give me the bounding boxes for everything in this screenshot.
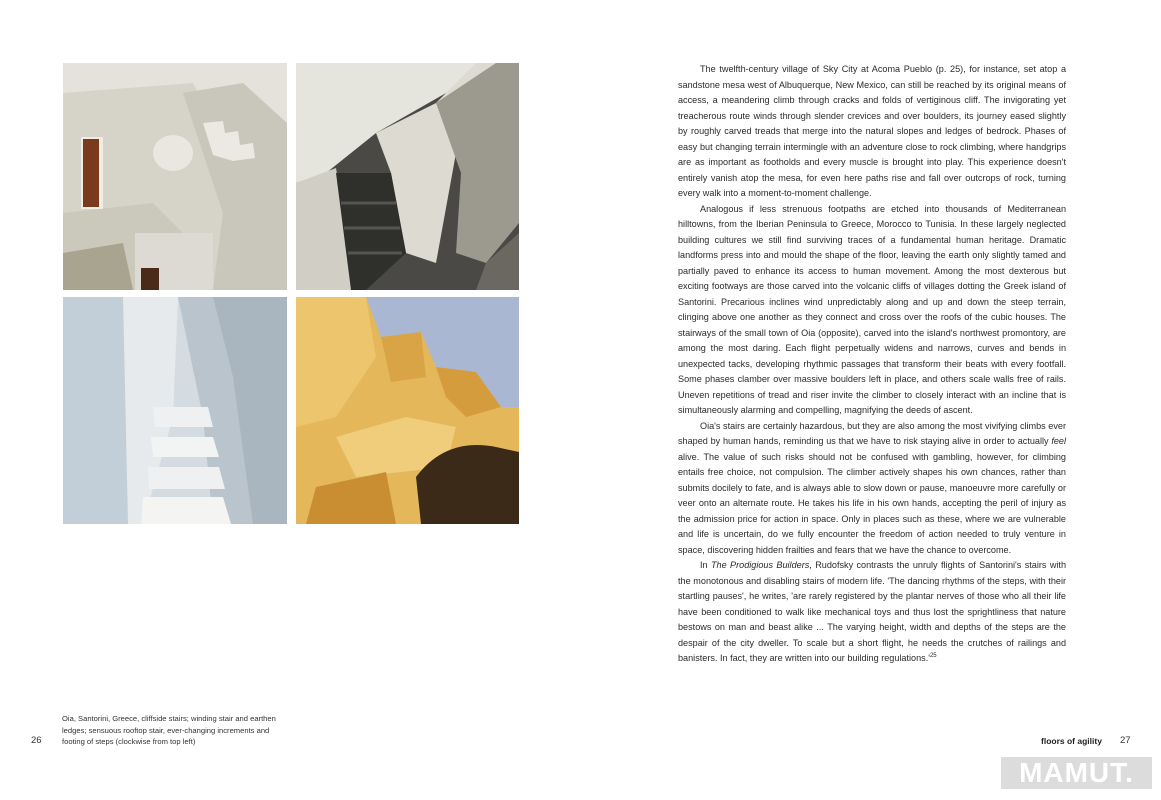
footnote-ref: 25 bbox=[929, 652, 937, 659]
paragraph-3 bbox=[678, 419, 1066, 559]
photo-oia-cliffside-stairs-image bbox=[63, 63, 287, 290]
running-head: floors of agility bbox=[1041, 736, 1102, 746]
paragraph-4-text-a: In bbox=[700, 560, 711, 570]
paragraph-3-text-a: Oia's stairs are certainly hazardous, but they are also among the most vivifying climbs ever shaped by human hands, reminding us that we have to risk staying alive in order to actually bbox=[678, 420, 1066, 446]
paragraph-3-text-b: alive. The value of such risks should not be confused with gambling, however, for climbing entails free choice, not compulsion. The climber actively shapes his own chances, rather than submits docilely to fate, and is always able to slow down or pause, manoeuvre more carefully or veer onto an alternate route. He takes his life in his own hands, accepting the peril of injury as the admission price for action in space. Only in places such as these, where we are vulnerable and life is uncertain, do we fully encounter the freedom of action needed to truly venture in space, discovering hidden frailties and fears that we have the chance to overcome. bbox=[678, 451, 1066, 555]
paragraph-1-text: The twelfth-century village of Sky City at Acoma Pueblo (p. 25), for instance, set atop a sandstone mesa west of Albuquerque, New Mexico, can still be reached by its original means of access, a meandering climb through cracks and folds of vertiginous cliff. The invigorating yet treacherous route winds through slender crevices and over boulders, its journey eased slightly by roughly carved treads that merge into the natural slopes and ledges of bedrock. Phases of easy but changing terrain intermingle with an adventure close to rock climbing, where handgrips are as important as footholds and every muscle is brought into play. This experience doesn't entirely vanish atop the mesa, for even here paths rise and fall over outcrops of rock, turning every walk into a moment-to-moment challenge. bbox=[678, 64, 1066, 198]
paragraph-4-book-title: The Prodigious Builders bbox=[710, 560, 810, 570]
photo-winding-stair-earthen-ledges bbox=[296, 63, 519, 290]
photo-sensuous-rooftop-stair bbox=[296, 297, 519, 524]
paragraph-3-emphasis-feel: feel bbox=[1051, 436, 1066, 446]
photo-oia-cliffside-stairs bbox=[63, 63, 287, 290]
photo-rooftop-stair-image bbox=[296, 297, 519, 524]
page-number-left: 26 bbox=[31, 735, 42, 746]
article-body bbox=[678, 62, 1066, 667]
paragraph-1 bbox=[678, 62, 1066, 202]
paragraph-4 bbox=[678, 558, 1066, 667]
page-number-right: 27 bbox=[1120, 735, 1131, 746]
photo-caption: Oia, Santorini, Greece, cliffside stairs; winding stair and earthen ledges; sensuous rooftop stair, ever-changing increments and footing of steps (clockwise from top left) bbox=[62, 714, 276, 746]
paragraph-4-text-b: , Rudofsky contrasts the unruly flights of Santorini's stairs with the monotonous and disabling stairs of modern life. 'The dancing rhythms of the steps, with their startling pauses', he writes, 'are rarely registered by the plantar nerves of those who all their life have been conditioned to walk like mechanical toys and thus lost the sprightliness that nature bestows on man and beast alike ... The varying height, width and depths of the steps are the despair of the city dweller. To scale but a short flight, he needs the crutches of railings and banisters. In fact, they are written into our building regulations.' bbox=[678, 560, 1066, 663]
paragraph-2-text: Analogous if less strenuous footpaths are etched into thousands of Mediterranean hilltowns, from the Iberian Peninsula to Greece, Morocco to Tunisia. In these largely neglected building cultures we still find surviving traces of a fundamental human heritage. Dramatic landforms press into and mould the shape of the floor, leaving the earth only slightly tamed and partially paved to enhance its access to human movement. Among the most dexterous but exciting footways are those carved into the volcanic cliffs of villages dotting the Greek island of Santorini. Precarious inclines wind unpredictably along and up and down the steep terrain, clinging above one another as they connect and cross over the roofs of the cubic houses. The stairways of the small town of Oia (opposite), carved into the island's northwest promontory, are among the most daring. Each flight perpetually widens and narrows, curves and bends in unexpected tacks, developing rhythmic passages that transform their beats with every footfall. Some phases clamber over massive boulders left in place, and others scale walls free of rails. Uneven repetitions of tread and riser invite the climber to closely interact with an incline that is simultaneously alarming and compelling, magnifying the deeds of ascent. bbox=[678, 203, 1066, 415]
paragraph-2 bbox=[678, 202, 1066, 419]
watermark-logo: MAMUT. bbox=[1001, 757, 1152, 789]
photo-increments-image bbox=[63, 297, 287, 524]
photo-winding-stair-image bbox=[296, 63, 519, 290]
photo-ever-changing-increments bbox=[63, 297, 287, 524]
